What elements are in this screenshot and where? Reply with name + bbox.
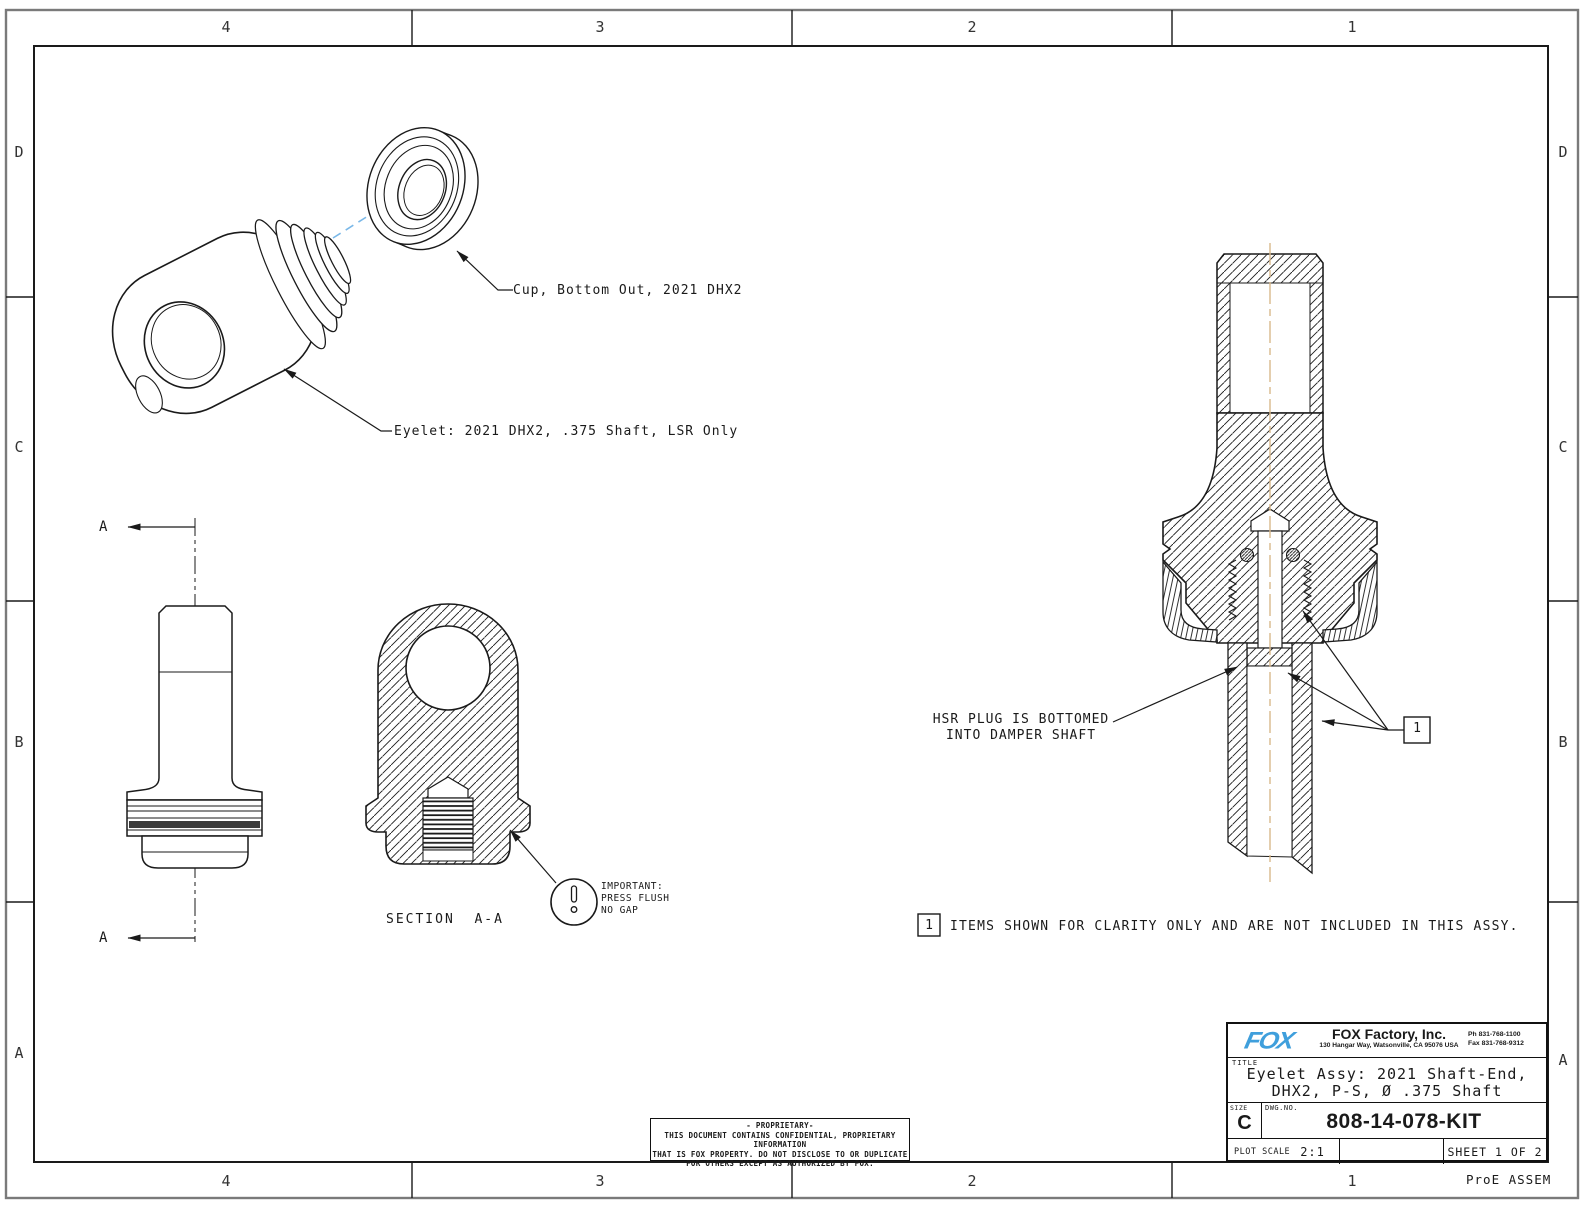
size-label: SIZE	[1230, 1104, 1248, 1112]
plot-scale-value: 2:1	[1300, 1144, 1325, 1159]
proprietary-line4: FOR OTHERS EXCEPT AS AUTHORIZED BY FOX.	[686, 1159, 874, 1168]
size-value: C	[1237, 1112, 1252, 1134]
dwg-number: 808-14-078-KIT	[1326, 1110, 1482, 1133]
important-note	[601, 881, 669, 917]
important-line2: PRESS FLUSH	[601, 893, 670, 904]
zone-top-1: 1	[1347, 18, 1357, 36]
hsr-line1: HSR PLUG IS BOTTOMED	[932, 712, 1110, 727]
eyelet-isometric	[89, 192, 376, 436]
section-letter-top: A	[99, 519, 109, 535]
section-aa-label: SECTION A-A	[386, 912, 504, 927]
cup-leader-arrow	[457, 251, 513, 290]
important-line3: NO GAP	[601, 905, 639, 916]
zone-left-a: A	[14, 1044, 24, 1062]
dwg-label: DWG.NO.	[1265, 1104, 1299, 1112]
side-view-body	[127, 606, 262, 800]
size-cell	[1228, 1103, 1262, 1138]
hsr-leader-arrow	[1113, 667, 1237, 722]
scale-sheet-row	[1228, 1138, 1546, 1164]
important-line1: IMPORTANT:	[601, 881, 664, 892]
fox-logo-text: FOX	[1242, 1026, 1296, 1054]
company-block	[1310, 1024, 1468, 1050]
cup-callout: Cup, Bottom Out, 2021 DHX2	[513, 283, 743, 298]
plot-origin-label: ProE ASSEM	[1466, 1172, 1552, 1187]
zone-left-d: D	[14, 143, 24, 161]
note-flag-number: 1	[925, 918, 933, 933]
zone-top-2: 2	[967, 18, 977, 36]
oring-right	[1287, 549, 1300, 562]
zone-right-d: D	[1558, 143, 1568, 161]
zone-top-4: 4	[221, 18, 231, 36]
proprietary-line1: - PROPRIETARY-	[746, 1121, 814, 1130]
press-flush-leader-arrow	[510, 830, 556, 883]
proprietary-line2: THIS DOCUMENT CONTAINS CONFIDENTIAL, PROPRIETARY INFORMATION	[664, 1130, 896, 1149]
section-eye-hole	[406, 626, 490, 710]
zone-bottom-4: 4	[221, 1172, 231, 1190]
zone-bottom-3: 3	[595, 1172, 605, 1190]
company-address: 130 Hangar Way, Watsonville, CA 95076 USA	[1319, 1042, 1459, 1049]
zone-left-c: C	[14, 438, 24, 456]
title-label: TITLE	[1232, 1059, 1259, 1067]
empty-cell	[1340, 1139, 1444, 1164]
zone-right-c: C	[1558, 438, 1568, 456]
section-aa-view	[366, 604, 597, 925]
drawing-title-line1: Eyelet Assy: 2021 Shaft-End,	[1246, 1065, 1528, 1083]
drawing-title-line2: DHX2, P-S, Ø .375 Shaft	[1271, 1082, 1503, 1100]
sheet-label: SHEET 1 OF 2	[1447, 1144, 1543, 1159]
zone-left-b: B	[14, 733, 24, 751]
section-plug-threads	[423, 798, 473, 850]
isometric-exploded-view	[89, 113, 513, 436]
fox-logo-icon	[1228, 1024, 1310, 1057]
company-fax: Fax 831-768-9312	[1468, 1039, 1524, 1047]
zone-right-b: B	[1558, 733, 1568, 751]
hsr-callout	[925, 712, 1117, 744]
important-exclamation-icon	[551, 879, 597, 925]
phone-fax-block	[1468, 1024, 1546, 1048]
zone-bottom-1: 1	[1347, 1172, 1357, 1190]
flag-leader-1	[1322, 721, 1404, 730]
plot-scale-label: PLOT SCALE	[1234, 1146, 1291, 1157]
section-letter-bottom: A	[99, 930, 109, 946]
cup-isometric	[350, 113, 495, 265]
flag-number: 1	[1413, 721, 1421, 736]
proprietary-line3: THAT IS FOX PROPERTY. DO NOT DISCLOSE TO OR DUPLICATE	[652, 1149, 908, 1159]
eyelet-callout: Eyelet: 2021 DHX2, .375 Shaft, LSR Only	[394, 424, 739, 439]
eyelet-leader-arrow	[284, 369, 392, 431]
zone-right-a: A	[1558, 1051, 1568, 1069]
zone-top-3: 3	[595, 18, 605, 36]
proprietary-notice	[650, 1118, 910, 1168]
side-view-oring-groove	[129, 821, 260, 828]
company-name: FOX Factory, Inc.	[1331, 1026, 1447, 1042]
title-block-header	[1228, 1024, 1546, 1057]
clarity-note: ITEMS SHOWN FOR CLARITY ONLY AND ARE NOT INCLUDED IN THIS ASSY.	[950, 919, 1519, 934]
hsr-line2: INTO DAMPER SHAFT	[945, 728, 1097, 743]
plot-scale-cell	[1228, 1139, 1340, 1164]
damper-shaft-wall-left	[1228, 643, 1247, 856]
title-section	[1228, 1057, 1546, 1102]
side-view	[127, 518, 262, 942]
size-dwg-row	[1228, 1102, 1546, 1138]
shaft-section-view	[1113, 243, 1430, 882]
dwg-cell	[1262, 1103, 1546, 1138]
title-block	[1226, 1022, 1548, 1162]
zone-bottom-2: 2	[967, 1172, 977, 1190]
company-phone: Ph 831-768-1100	[1468, 1031, 1521, 1038]
oring-left	[1241, 549, 1254, 562]
